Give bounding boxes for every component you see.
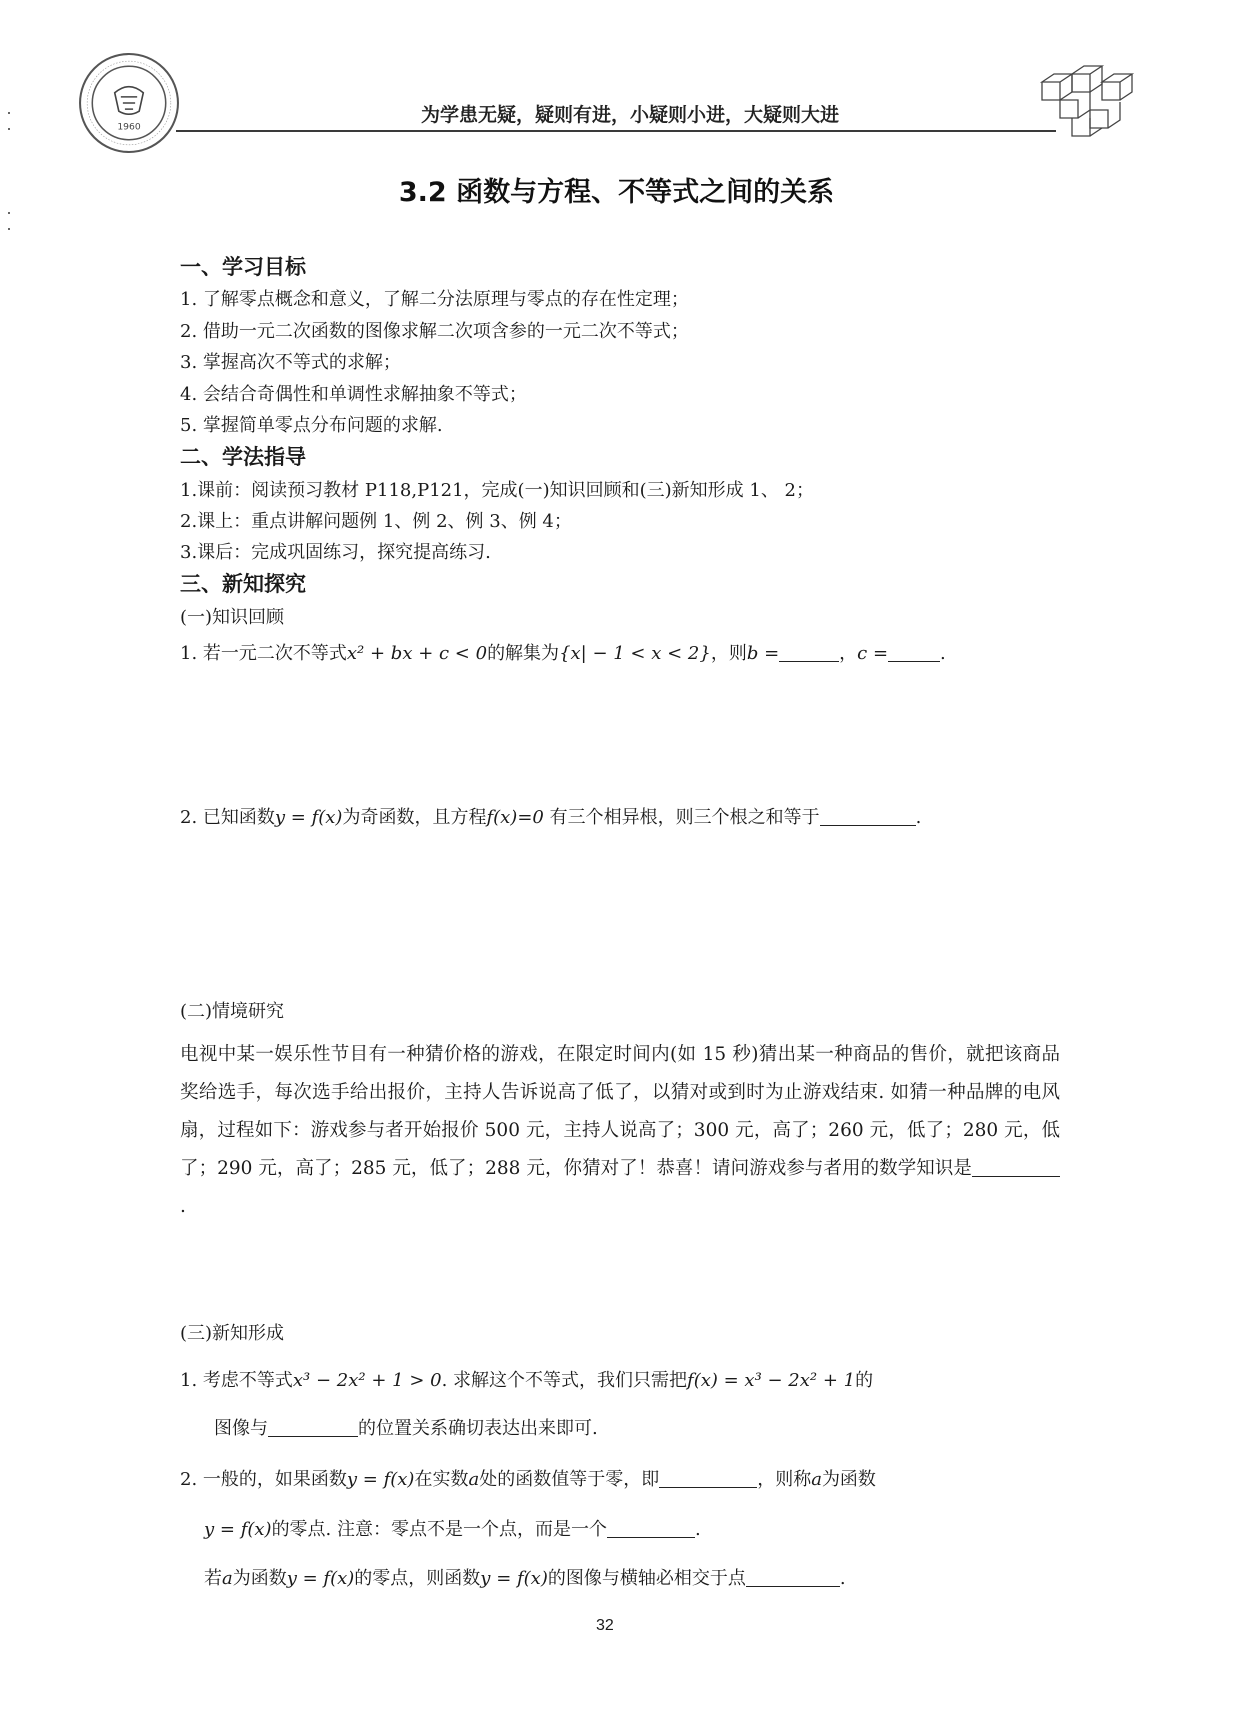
scan-mark	[8, 212, 10, 214]
answer-blank[interactable]	[746, 1568, 840, 1587]
scan-mark	[8, 128, 10, 130]
answer-blank[interactable]	[972, 1158, 1060, 1178]
new-item-2-line-3: 若a为函数y = f(x)的零点，则函数y = f(x)的图像与横轴必相交于点 .	[204, 1568, 846, 1589]
section-heading-goals: 一、学习目标	[180, 255, 306, 279]
method-item: 3.课后：完成巩固练习，探究提高练习.	[180, 542, 491, 563]
header-rule	[176, 130, 1056, 132]
school-logo-seal	[78, 52, 180, 154]
method-item: 1.课前：阅读预习教材 P118,P121，完成(一)知识回顾和(三)新知形成 1、 2；	[180, 480, 814, 501]
goal-item: 3. 掌握高次不等式的求解；	[180, 352, 401, 373]
new-item-1: 1. 考虑不等式x³ − 2x² + 1 > 0. 求解这个不等式，我们只需把f(x) = x³ − 2x² + 1的	[180, 1370, 874, 1391]
answer-blank[interactable]	[659, 1469, 757, 1488]
answer-blank[interactable]	[268, 1418, 358, 1437]
review-question-2: 2. 已知函数y = f(x)为奇函数，且方程f(x)=0 有三个相异根，则三个根之和等于 .	[180, 807, 922, 828]
section-heading-explore: 三、新知探究	[180, 572, 306, 596]
goal-item: 4. 会结合奇偶性和单调性求解抽象不等式；	[180, 384, 527, 405]
answer-blank[interactable]	[779, 643, 839, 662]
goal-item: 5. 掌握简单零点分布问题的求解.	[180, 415, 443, 436]
scan-mark	[8, 112, 10, 114]
new-item-1-line-2: 图像与 的位置关系确切表达出来即可.	[214, 1418, 598, 1439]
new-item-2-line-2: y = f(x)的零点. 注意：零点不是一个点，而是一个 .	[204, 1519, 701, 1540]
goal-item: 2. 借助一元二次函数的图像求解二次项含参的一元二次不等式；	[180, 321, 689, 342]
section-heading-method: 二、学法指导	[180, 445, 306, 469]
header-motto: 为学患无疑，疑则有进，小疑则小进，大疑则大进	[420, 104, 839, 126]
logo-year: 1960	[117, 121, 141, 133]
subsection-heading-situation: (二)情境研究	[180, 1001, 285, 1022]
page-number: 32	[596, 1617, 614, 1634]
answer-blank[interactable]	[820, 807, 916, 826]
answer-blank[interactable]	[607, 1519, 695, 1538]
method-item: 2.课上：重点讲解问题例 1、例 2、例 3、例 4；	[180, 511, 572, 532]
cubes-decoration-icon	[1032, 62, 1140, 148]
situation-paragraph: 电视中某一娱乐性节目有一种猜价格的游戏，在限定时间内(如 15 秒)猜出某一种商品的售价，就把该商品奖给选手，每次选手给出报价，主持人告诉说高了低了，以猜对或到时为止游戏结束. 如猜一种品牌的电风扇，过程如下：游戏参与者开始报价 500 元，主持人说高了；300 元，高了；260 元，低了；280 元，低了；290 元，高了；285 元，低了；288 元，你猜对了！恭喜！请问游戏参与者用的数学知识是.	[180, 1044, 1060, 1217]
page-title: 3.2 函数与方程、不等式之间的关系	[398, 177, 835, 208]
scan-mark	[8, 228, 10, 230]
goal-item: 1. 了解零点概念和意义，了解二分法原理与零点的存在性定理；	[180, 289, 689, 310]
subsection-heading-review: (一)知识回顾	[180, 607, 285, 628]
subsection-heading-new: (三)新知形成	[180, 1323, 285, 1344]
new-item-2: 2. 一般的，如果函数y = f(x)在实数a处的函数值等于零，即 ，则称a为函数	[180, 1469, 876, 1490]
answer-blank[interactable]	[888, 643, 940, 662]
review-question-1: 1. 若一元二次不等式x² + bx + c < 0的解集为{x| − 1 < x < 2}，则b = ，c = .	[180, 643, 946, 664]
